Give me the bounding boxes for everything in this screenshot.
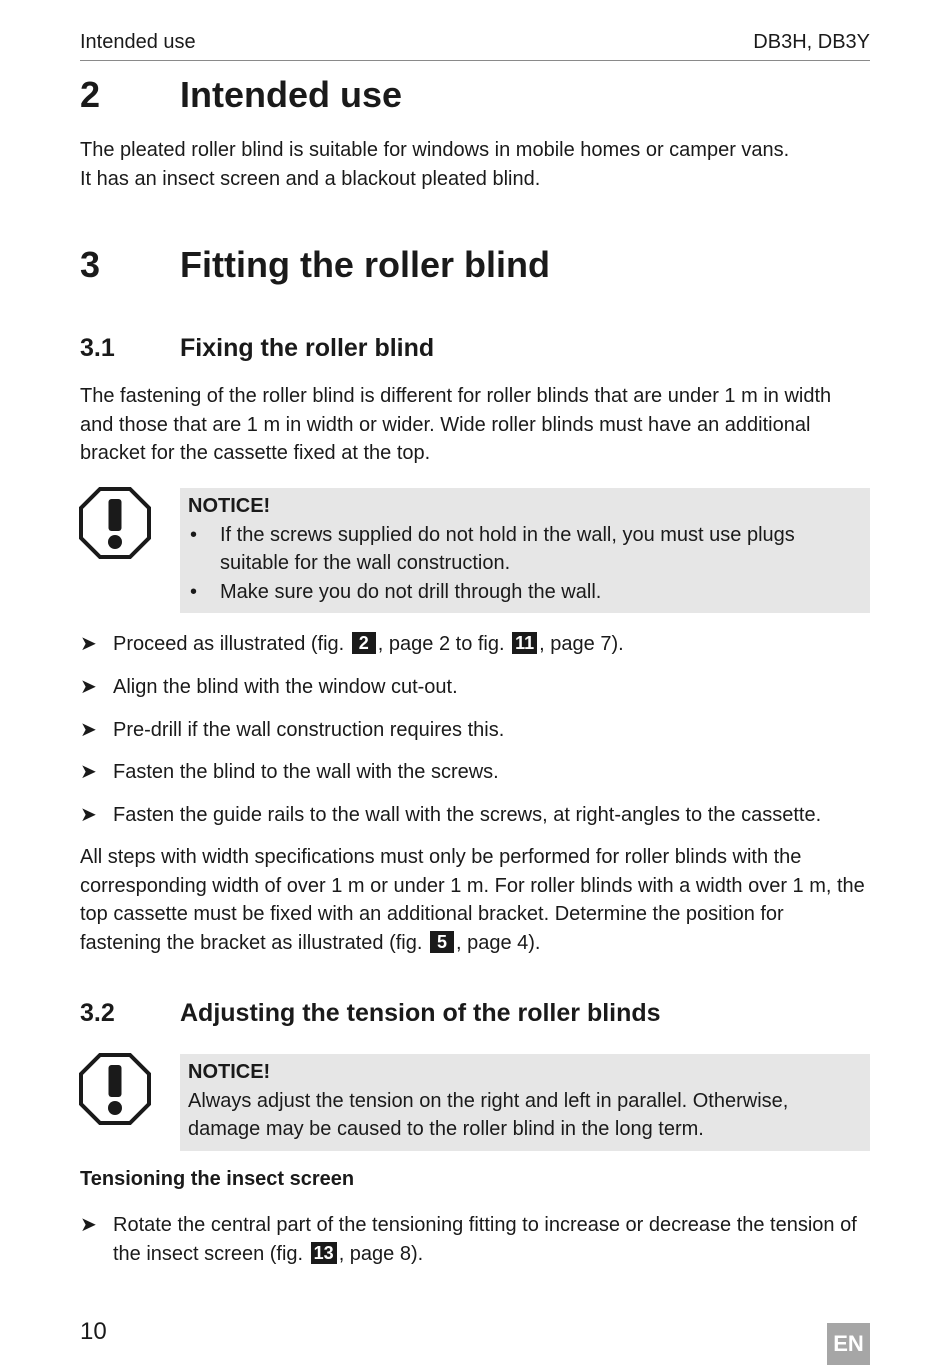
notice-title: NOTICE!	[188, 1061, 271, 1083]
paragraph-text: All steps with width specifications must only be performed for roller blinds with the corresponding width of over 1 m or under 1 m. For roller blinds with a width over 1 m, the top cassette must be fixed with an additional bracket. Determine the position for fastening the bracket as illustrated (fig.	[80, 846, 865, 954]
page-number: 10	[80, 1318, 107, 1345]
section-title: Fitting the roller blind	[180, 244, 550, 285]
section-2-text	[80, 136, 870, 193]
figure-ref-badge: 11	[512, 632, 537, 654]
step-text-part: Rotate the central part of the tensioning fitting to increase or decrease the tension of the insect screen (fig.	[113, 1214, 857, 1265]
running-header-model: DB3H, DB3Y	[753, 31, 870, 53]
section-title: Intended use	[180, 74, 403, 115]
notice-item-text: If the screws supplied do not hold in the wall, you must use plugs suitable for the wall construction.	[220, 523, 795, 574]
step-text: Fasten the guide rails to the wall with the screws, at right-angles to the cassette.	[113, 804, 822, 826]
text-line: It has an insect screen and a blackout pleated blind.	[80, 167, 541, 190]
step-text-part: , page 2 to fig.	[377, 633, 505, 655]
arrow-right-icon: ➤	[80, 719, 97, 741]
section-title: Adjusting the tension of the roller blinds	[180, 999, 661, 1027]
section-3-1-outro	[80, 843, 870, 957]
arrow-right-icon: ➤	[80, 676, 97, 698]
subheading: Tensioning the insect screen	[80, 1168, 355, 1190]
text-line: The pleated roller blind is suitable for windows in mobile homes or camper vans.	[80, 139, 790, 161]
notice-list	[188, 521, 862, 607]
notice-box	[180, 1054, 870, 1151]
section-number: 3.1	[80, 334, 115, 362]
notice-icon	[79, 1053, 151, 1125]
notice-icon	[79, 487, 151, 559]
step-text: Align the blind with the window cut-out.	[113, 676, 458, 698]
section-number: 2	[80, 74, 101, 115]
step-text: Pre-drill if the wall construction requires this.	[113, 719, 505, 741]
section-title: Fixing the roller blind	[180, 334, 435, 362]
notice-item	[188, 578, 862, 607]
notice-item	[188, 521, 862, 578]
header-divider	[80, 60, 870, 61]
instruction-step	[80, 630, 870, 659]
figure-ref-badge: 13	[311, 1242, 337, 1264]
instruction-step	[80, 716, 870, 745]
instruction-step	[80, 673, 870, 702]
step-text-part: , page 7).	[539, 633, 624, 655]
language-badge: EN	[827, 1323, 870, 1365]
figure-ref-badge: 5	[430, 931, 454, 953]
step-text-part: , page 8).	[338, 1242, 424, 1265]
section-number: 3	[80, 244, 101, 285]
paragraph-text: , page 4).	[455, 931, 541, 954]
notice-title: NOTICE!	[188, 495, 271, 517]
step-text	[80, 1211, 870, 1268]
step-text-part: Proceed as illustrated (fig.	[113, 633, 345, 655]
bullet: •	[190, 580, 198, 603]
bullet: •	[190, 523, 198, 546]
instruction-step	[80, 1211, 870, 1268]
notice-text: Always adjust the tension on the right and left in parallel. Otherwise, damage may be caused to the roller blind in the long term.	[188, 1089, 789, 1140]
step-text	[80, 630, 870, 659]
arrow-right-icon: ➤	[80, 804, 97, 826]
figure-ref-badge: 2	[352, 632, 376, 654]
instruction-step	[80, 801, 870, 830]
notice-item-text: Make sure you do not drill through the wall.	[220, 580, 602, 603]
step-text: Fasten the blind to the wall with the screws.	[113, 761, 499, 783]
arrow-right-icon: ➤	[80, 633, 97, 655]
arrow-right-icon: ➤	[80, 761, 97, 783]
notice-box	[180, 488, 870, 613]
arrow-right-icon: ➤	[80, 1214, 97, 1236]
section-number: 3.2	[80, 999, 115, 1027]
section-3-1-intro: The fastening of the roller blind is different for roller blinds that are under 1 m in width and those that are 1 m in width or wider. Wide roller blinds must have an additional bracket for the cassette fixed at the top.	[80, 385, 832, 464]
running-header-title: Intended use	[80, 31, 196, 53]
instruction-step	[80, 758, 870, 787]
